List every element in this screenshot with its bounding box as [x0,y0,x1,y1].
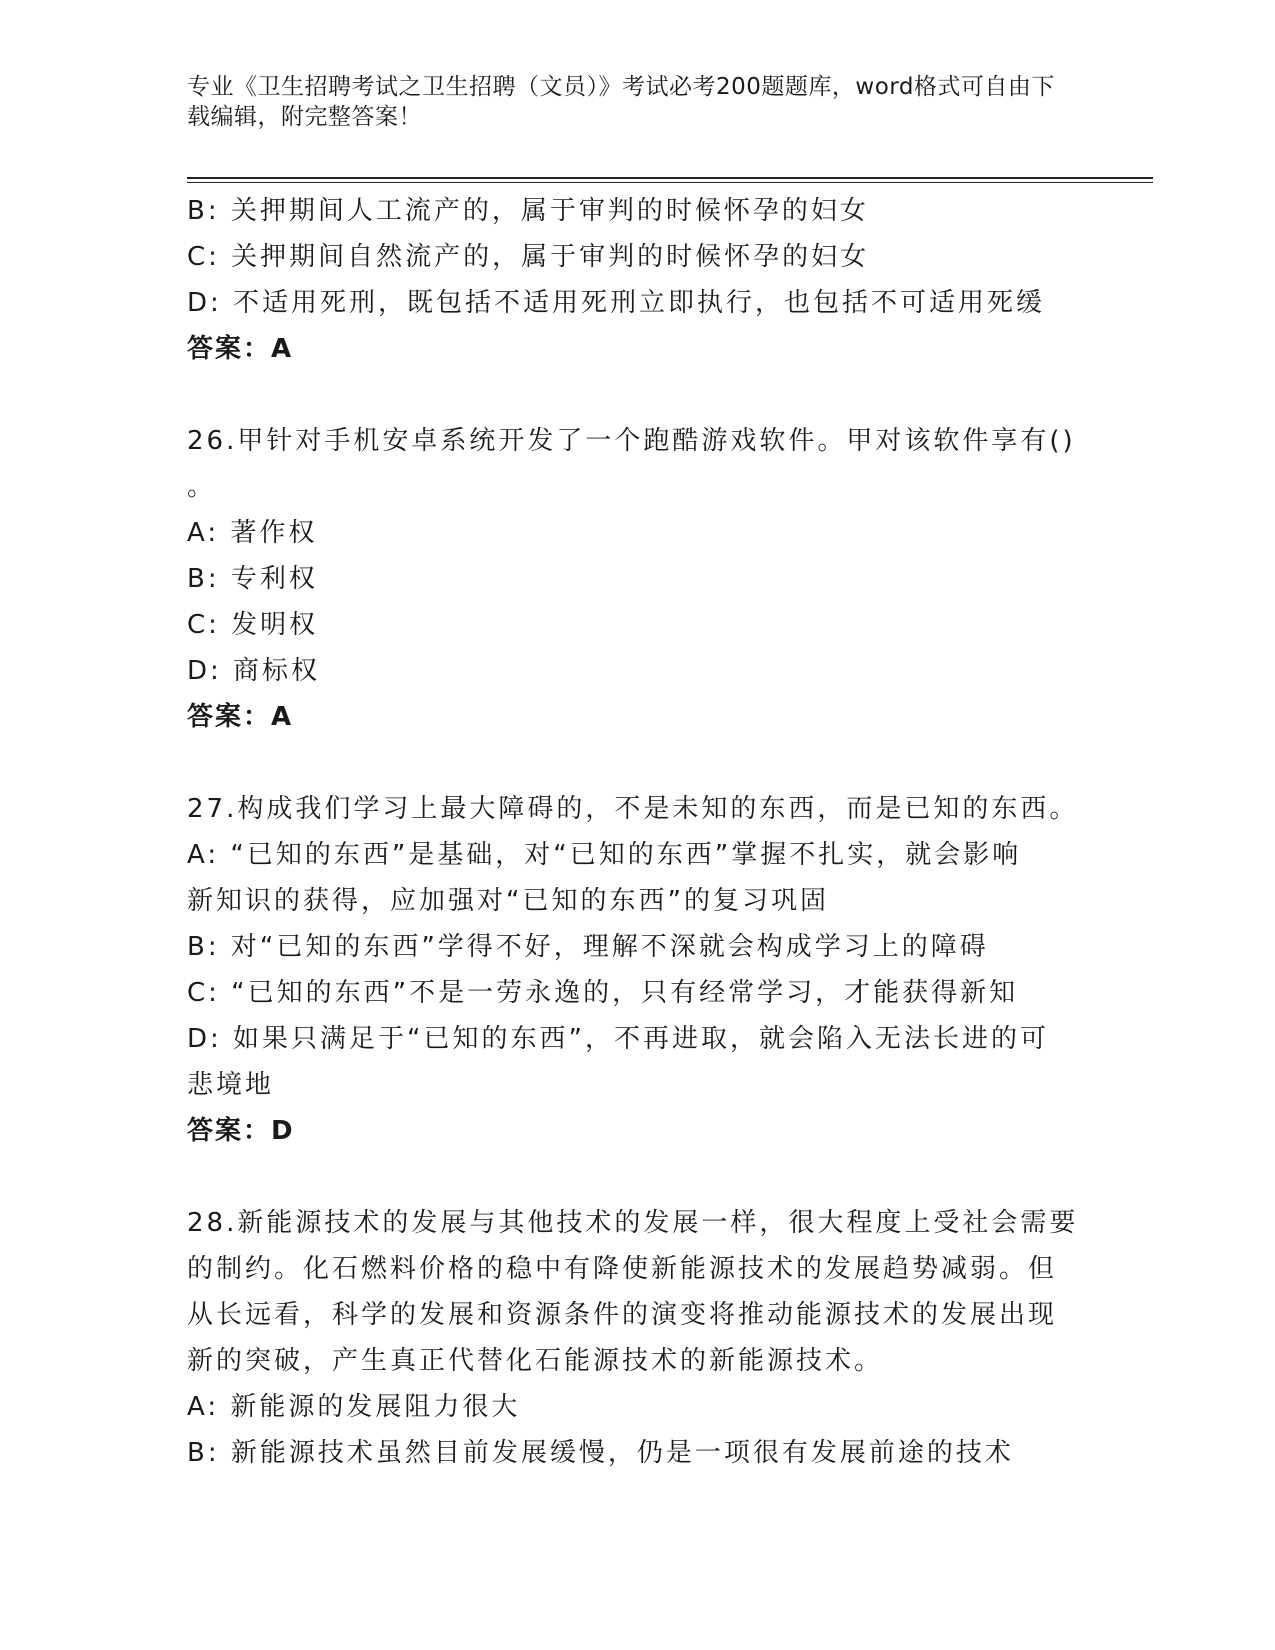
page-header: 专业《卫生招聘考试之卫生招聘（文员）》考试必考200题题库，word格式可自由下载编辑，附完整答案！ [187,74,1055,130]
question-26-option-c: C: 发明权 [187,610,319,640]
question-26-option-a: A: 著作权 [187,518,318,548]
question-27-option-a: A: “已知的东西”是基础，对“已知的东西”掌握不扎实，就会影响 [187,840,1022,870]
question-26-stem: 26.甲针对手机安卓系统开发了一个跑酷游戏软件。甲对该软件享有() [187,426,1076,456]
question-27-answer: 答案：D [187,1116,295,1146]
answer-line: 答案：A [187,334,294,364]
question-28-stem-continued: 的制约。化石燃料价格的稳中有降使新能源技术的发展趋势减弱。但 [187,1254,1058,1284]
question-26-stem-continued: 。 [187,472,217,502]
question-26-option-b: B: 专利权 [187,564,318,594]
spacer [187,372,1087,418]
header-rule-thick [187,177,1153,179]
question-content [187,188,1087,1476]
header-rule-thin [187,182,1153,183]
spacer [187,1154,1087,1200]
question-27-option-a-continued: 新知识的获得，应加强对“已知的东西”的复习巩固 [187,886,829,916]
spacer [187,740,1087,786]
question-26-answer: 答案：A [187,702,294,732]
question-28-stem-continued: 从长远看，科学的发展和资源条件的演变将推动能源技术的发展出现 [187,1300,1058,1330]
question-28-option-b: B: 新能源技术虽然目前发展缓慢，仍是一项很有发展前途的技术 [187,1438,1014,1468]
option-d: D: 不适用死刑，既包括不适用死刑立即执行，也包括不可适用死缓 [187,288,1046,318]
question-27-option-d-continued: 悲境地 [187,1070,275,1100]
option-b: B: 关押期间人工流产的，属于审判的时候怀孕的妇女 [187,196,869,226]
question-27-option-c: C: “已知的东西”不是一劳永逸的，只有经常学习，才能获得新知 [187,978,1019,1008]
question-28-stem: 28.新能源技术的发展与其他技术的发展一样，很大程度上受社会需要 [187,1208,1079,1238]
option-c: C: 关押期间自然流产的，属于审判的时候怀孕的妇女 [187,242,870,272]
question-27-option-b: B: 对“已知的东西”学得不好，理解不深就会构成学习上的障碍 [187,932,989,962]
question-27-stem: 27.构成我们学习上最大障碍的，不是未知的东西，而是已知的东西。 [187,794,1079,824]
question-27-option-d: D: 如果只满足于“已知的东西”，不再进取，就会陷入无法长进的可 [187,1024,1049,1054]
question-28-option-a: A: 新能源的发展阻力很大 [187,1392,521,1422]
question-26-option-d: D: 商标权 [187,656,321,686]
question-28-stem-continued: 新的突破，产生真正代替化石能源技术的新能源技术。 [187,1346,884,1376]
